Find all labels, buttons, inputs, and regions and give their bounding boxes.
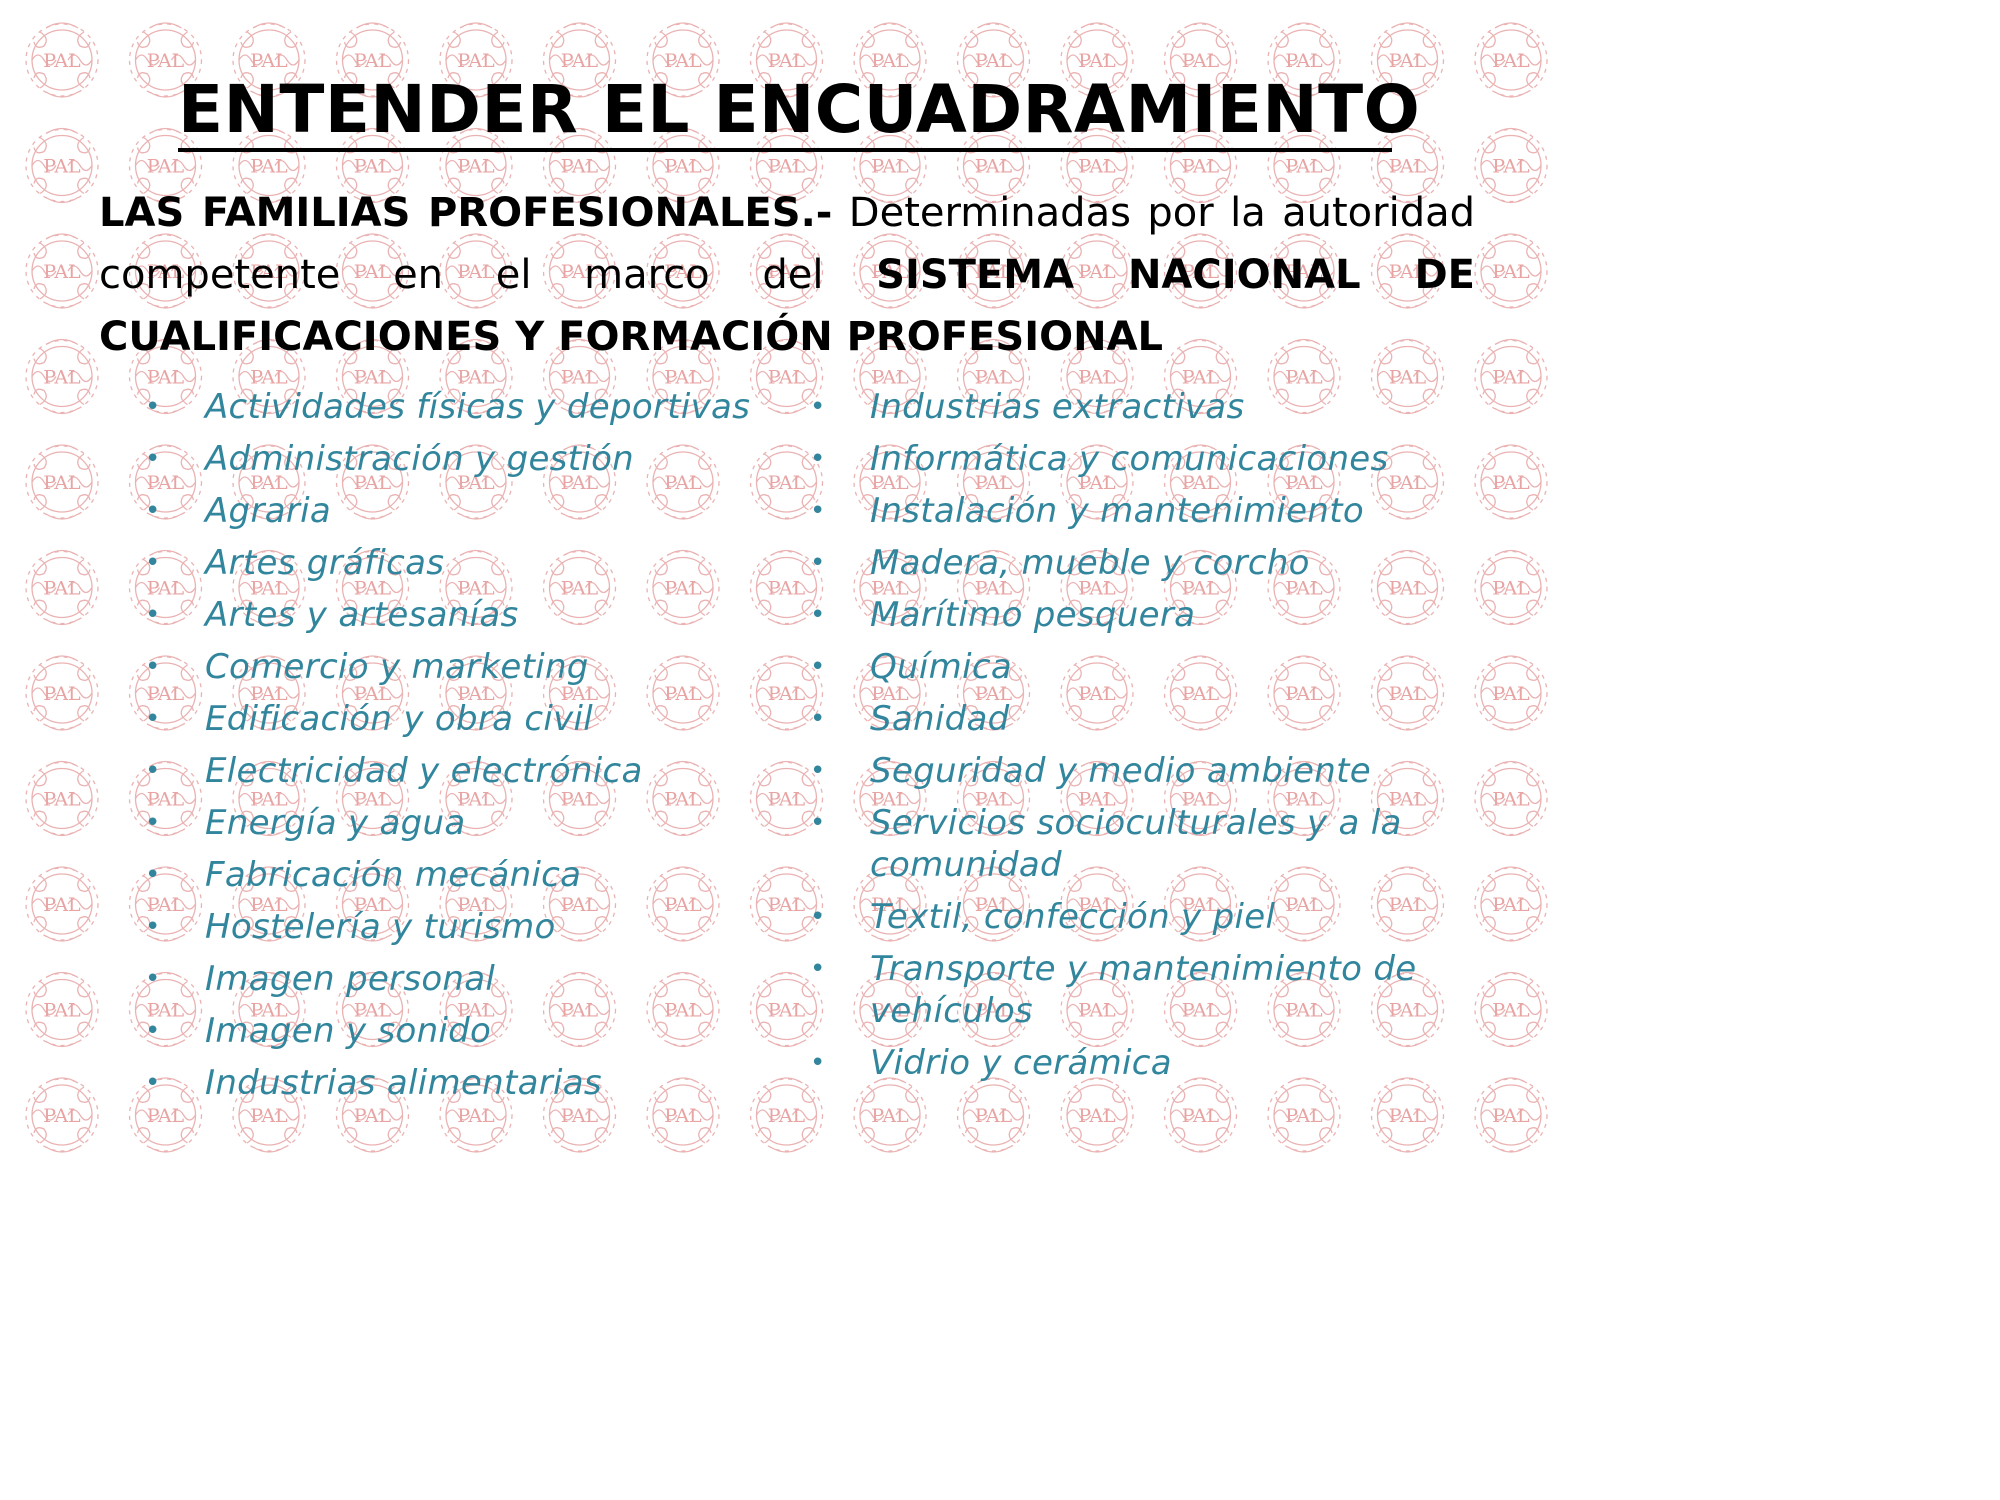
bullet-icon: •	[145, 496, 161, 526]
bullet-icon: •	[145, 548, 161, 578]
list-item-label: Actividades físicas y deportivas	[205, 387, 751, 427]
bullet-icon: •	[145, 652, 161, 682]
list-item	[810, 750, 1510, 792]
list-item-label: Artes y artesanías	[205, 595, 519, 635]
bullet-icon: •	[810, 704, 826, 734]
list-item-label: Madera, mueble y corcho	[870, 543, 1310, 583]
list-item	[145, 854, 795, 896]
bullet-icon: •	[810, 652, 826, 682]
list-item-label: Sanidad	[870, 699, 1010, 739]
list-item-label: Marítimo pesquera	[870, 595, 1196, 635]
list-item	[145, 958, 795, 1000]
list-item-label: Comercio y marketing	[205, 647, 589, 687]
list-item-label: Agraria	[205, 491, 332, 531]
bullet-icon: •	[145, 808, 161, 838]
bullet-icon: •	[145, 964, 161, 994]
list-item	[810, 646, 1510, 688]
list-item	[810, 386, 1510, 428]
intro-text: Determinadas por la autoridad competente en el marco del	[99, 190, 1475, 298]
bullet-icon: •	[145, 756, 161, 786]
list-item	[145, 802, 795, 844]
list-item	[145, 542, 795, 584]
list-item-label: Instalación y mantenimiento	[870, 491, 1364, 531]
bullet-icon: •	[810, 444, 826, 474]
list-item	[810, 594, 1510, 636]
list-item-label: Servicios socioculturales y a la comunidad	[870, 803, 1402, 885]
families-list-left	[145, 386, 795, 1114]
list-item-label: Vidrio y cerámica	[870, 1043, 1172, 1083]
list-item	[810, 896, 1510, 938]
list-item	[145, 1062, 795, 1104]
bullet-icon: •	[810, 392, 826, 422]
list-item	[145, 698, 795, 740]
families-list-right	[810, 386, 1510, 1094]
list-item-label: Imagen y sonido	[205, 1011, 492, 1051]
list-item-label: Hostelería y turismo	[205, 907, 556, 947]
slide-title: ENTENDER EL ENCUADRAMIENTO	[178, 68, 1392, 152]
list-item-label: Informática y comunicaciones	[870, 439, 1389, 479]
intro-lead-bold: LAS FAMILIAS PROFESIONALES.-	[99, 190, 833, 236]
bullet-icon: •	[145, 1068, 161, 1098]
list-item	[810, 948, 1510, 1032]
list-item-label: Administración y gestión	[205, 439, 635, 479]
bullet-icon: •	[810, 600, 826, 630]
list-item	[145, 386, 795, 428]
bullet-icon: •	[810, 548, 826, 578]
list-item-label: Fabricación mecánica	[205, 855, 582, 895]
list-item-label: Industrias alimentarias	[205, 1063, 602, 1103]
list-item-label: Energía y agua	[205, 803, 466, 843]
bullet-icon: •	[145, 1016, 161, 1046]
list-item	[145, 906, 795, 948]
bullet-icon: •	[145, 444, 161, 474]
bullet-icon: •	[810, 954, 826, 984]
list-item-label: Transporte y mantenimiento de vehículos	[870, 949, 1417, 1031]
list-item-label: Artes gráficas	[205, 543, 445, 583]
intro-paragraph	[99, 182, 1475, 368]
list-item-label: Industrias extractivas	[870, 387, 1245, 427]
list-item	[810, 1042, 1510, 1084]
list-item	[810, 490, 1510, 532]
list-item	[145, 646, 795, 688]
bullet-icon: •	[145, 392, 161, 422]
list-item	[810, 438, 1510, 480]
list-item-label: Edificación y obra civil	[205, 699, 594, 739]
list-item	[145, 1010, 795, 1052]
list-item	[810, 698, 1510, 740]
list-item	[810, 542, 1510, 584]
bullet-icon: •	[145, 912, 161, 942]
bullet-icon: •	[145, 704, 161, 734]
list-item	[145, 490, 795, 532]
list-item-label: Textil, confección y piel	[870, 897, 1276, 937]
bullet-icon: •	[810, 756, 826, 786]
list-item-label: Imagen personal	[205, 959, 496, 999]
list-item	[145, 594, 795, 636]
list-item	[145, 438, 795, 480]
list-item-label: Electricidad y electrónica	[205, 751, 643, 791]
list-item	[810, 802, 1510, 886]
bullet-icon: •	[145, 600, 161, 630]
bullet-icon: •	[145, 860, 161, 890]
list-item-label: Seguridad y medio ambiente	[870, 751, 1371, 791]
bullet-icon: •	[810, 1048, 826, 1078]
bullet-icon: •	[810, 902, 826, 932]
bullet-icon: •	[810, 808, 826, 838]
list-item	[145, 750, 795, 792]
intro-tail-bold: SISTEMA NACIONAL DE CUALIFICACIONES Y FORMACIÓN PROFESIONAL	[99, 252, 1475, 360]
list-item-label: Química	[870, 647, 1012, 687]
bullet-icon: •	[810, 496, 826, 526]
